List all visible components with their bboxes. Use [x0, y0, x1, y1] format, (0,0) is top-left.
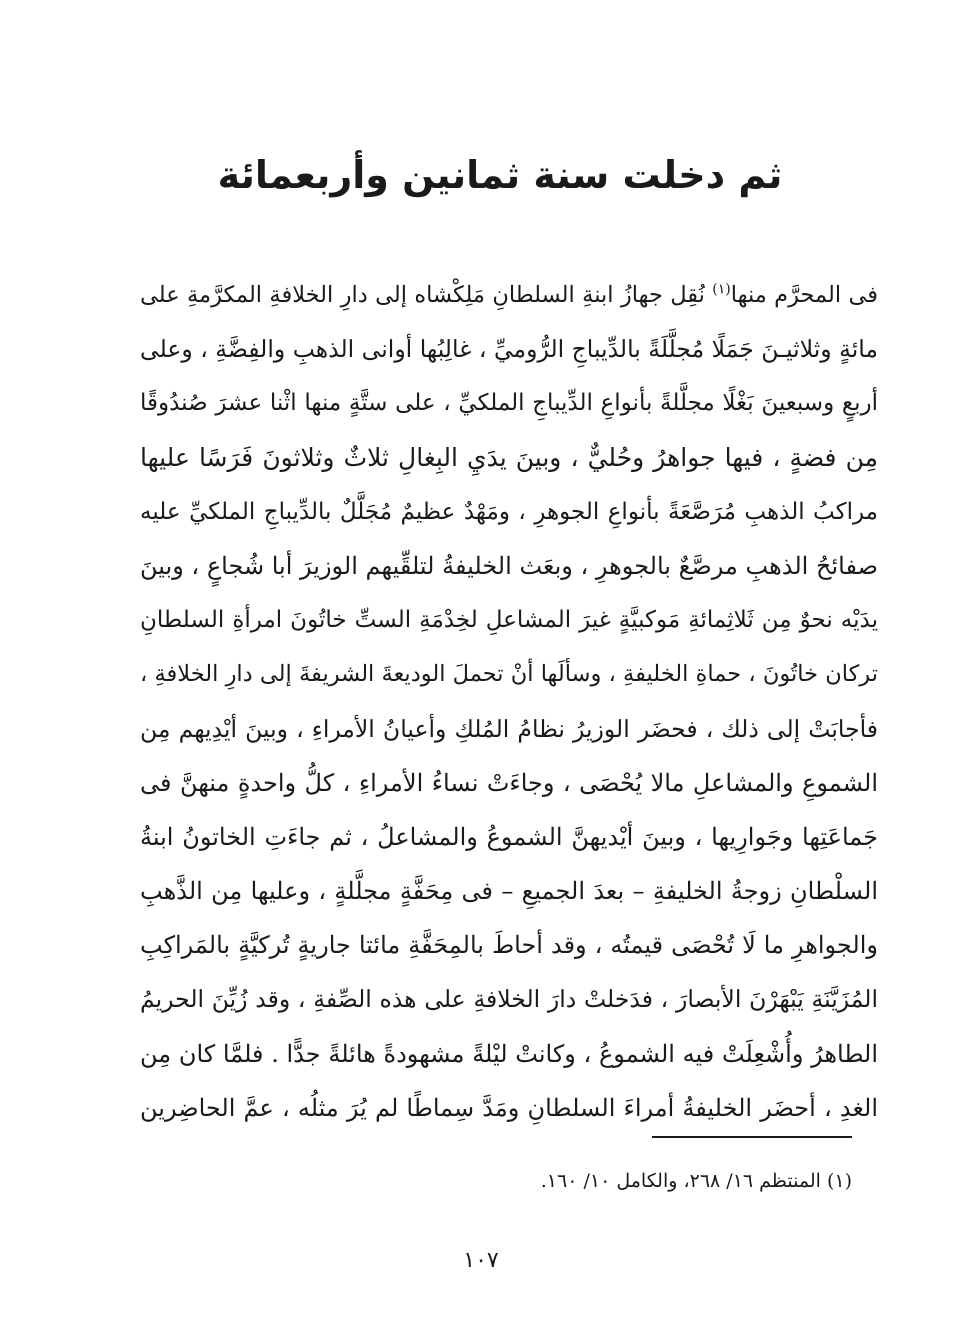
text-line-1-start: فى المحرَّم منها: [730, 282, 878, 308]
footnote-reference: (١): [712, 281, 731, 298]
text-line-1-rest: نُقِل جهازُ ابنةِ السلطانِ مَلِكْشاه إلى دارِ الخلافةِ المكرَّمةِ على: [140, 282, 705, 308]
page-number: ١٠٧: [463, 1248, 499, 1273]
text-line-2: مائةٍ وثلاثيـنَ جَمَلًا مُجلَّلَةً بالدِّيباجِ الرُّوميِّ ، غالِبُها أوانى الذهبِ والفِضَّةِ ، وعلى: [140, 335, 878, 364]
text-line-3: أربعٍ وسبعينَ بَغْلًا مجلَّلةً بأنواعِ الدِّيباجِ الملكيِّ ، على ستَّةٍ منها اثْنا عشرَ صُندُوقًا: [140, 390, 878, 417]
text-line-10: الشموعِ والمشاعلِ مالا يُحْصَى ، وجاءَتْ نساءُ الأمراءِ ، كلُّ واحدةٍ منهنَّ فى: [140, 768, 878, 797]
body-text: [140, 268, 878, 1135]
text-line-15: الطاهرُ وأُشْعِلَتْ فيه الشموعُ ، وكانتْ ليْلةً مشهودةً هائلةً جدًّا . فلمَّا كان مِن: [140, 1039, 878, 1068]
text-line-14: المُزَيَّنَةِ يَبْهَرْنَ الأبصارَ ، فدَخلتْ دارَ الخلافةِ على هذه الصِّفةِ ، وقد زُيِّنَ الحريمُ: [140, 985, 878, 1014]
text-line-1: [140, 268, 878, 322]
text-line-12: السلْطانِ زوجةُ الخليفةِ – بعدَ الجميعِ – فى مِحَفَّةٍ مجلَّلةٍ ، وعليها مِن الذَّهبِ: [140, 877, 878, 906]
text-line-13: والجواهرِ ما لَا تُحْصَى قيمتُه ، وقد أحاطَ بالمِحَفَّةِ مائتا جاريةٍ تُركيَّةٍ بالمَراكِبِ: [140, 931, 878, 960]
text-line-5: مراكبُ الذهبِ مُرَصَّعَةً بأنواعِ الجوهرِ ، ومَهْدٌ عظيمٌ مُجَلَّلٌ بالدِّيباجِ الملكيِّ عليه: [140, 498, 878, 525]
footnote: (١) المنتظم ١٦/ ٢٦٨، والكامل ١٠/ ١٦٠.: [540, 1170, 852, 1192]
text-line-6: صفائحُ الذهبِ مرصَّعٌ بالجوهرِ ، وبعَث الخليفةُ لتلقِّيهم الوزيرَ أبا شُجاعٍ ، وبينَ: [140, 551, 878, 580]
chapter-title: ثم دخلت سنة ثمانين وأربعمائة: [217, 153, 783, 197]
footnote-separator: [652, 1136, 852, 1138]
text-line-11: جَماعَتِها وجَوارِيها ، وبينَ أيْديهنَّ الشموعُ والمشاعلُ ، ثم جاءَتِ الخاتونُ ابنةُ: [140, 822, 878, 851]
text-line-9: فأجابَتْ إلى ذلك ، فحضَر الوزيرُ نظامُ المُلكِ وأعيانُ الأمراءِ ، وبينَ أيْدِيهم مِن: [140, 714, 878, 743]
text-line-16: الغدِ ، أحضَر الخليفةُ أمراءَ السلطانِ ومَدَّ سِماطًا لم يُرَ مثلُه ، عمَّ الحاضِرين: [140, 1093, 878, 1122]
text-line-4: مِن فضةٍ ، فيها جواهرُ وحُليٌّ ، وبينَ يدَيِ البِغالِ ثلاثٌ وثلاثونَ فَرَسًا عليها: [140, 442, 878, 472]
text-line-8: تركان خاتُونَ ، حماةِ الخليفةِ ، وسألَها أنْ تحملَ الوديعةَ الشريفةَ إلى دارِ الخلافةِ ،: [140, 661, 878, 688]
text-line-7: يدَيْه نحوٌ مِن ثَلاثِمائةِ مَوكبيَّةٍ غيرَ المشاعلِ لخِدْمَةِ الستِّ خاتُونَ امرأةِ السلطانِ: [140, 607, 878, 634]
